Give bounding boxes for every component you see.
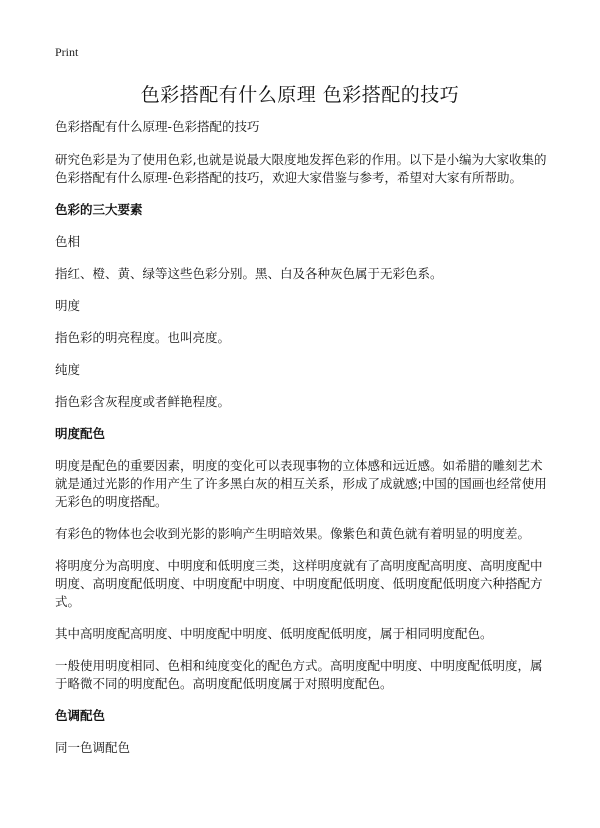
lightness-paragraph-1: 明度是配色的重要因素，明度的变化可以表现事物的立体感和远近感。如希腊的雕刻艺术就是通过光影的作用产生了许多黑白灰的相互关系，形成了成就感;中国的国画也经常使用无彩色的明度搭配。 <box>55 458 547 509</box>
section-heading-color-elements: 色彩的三大要素 <box>55 202 143 217</box>
lightness-paragraph-2: 有彩色的物体也会收到光影的影响产生明暗效果。像紫色和黄色就有着明显的明度差。 <box>55 526 531 541</box>
lightness-paragraph-3: 将明度分为高明度、中明度和低明度三类，这样明度就有了高明度配高明度、高明度配中明度、高明度配低明度、中明度配中明度、中明度配低明度、低明度配低明度六种搭配方式。 <box>55 558 543 609</box>
lightness-paragraph-4: 其中高明度配高明度、中明度配中明度、低明度配低明度，属于相同明度配色。 <box>55 626 493 641</box>
page-title: 色彩搭配有什么原理 色彩搭配的技巧 <box>140 84 460 106</box>
purity-description: 指色彩含灰程度或者鲜艳程度。 <box>55 394 231 409</box>
purity-term: 纯度 <box>55 362 81 377</box>
section-heading-lightness-matching: 明度配色 <box>55 426 106 441</box>
intro-paragraph: 研究色彩是为了使用色彩,也就是说最大限度地发挥色彩的作用。以下是小编为大家收集的色彩搭配有什么原理-色彩搭配的技巧，欢迎大家借鉴与参考，希望对大家有所帮助。 <box>55 152 547 185</box>
article-subtitle: 色彩搭配有什么原理-色彩搭配的技巧 <box>55 119 260 134</box>
lightness-paragraph-5: 一般使用明度相同、色相和纯度变化的配色方式。高明度配中明度、中明度配低明度，属于略微不同的明度配色。高明度配低明度属于对照明度配色。 <box>55 658 543 691</box>
lightness-description: 指色彩的明亮程度。也叫亮度。 <box>55 330 231 345</box>
hue-term: 色相 <box>55 234 81 249</box>
hue-description: 指红、橙、黄、绿等这些色彩分别。黑、白及各种灰色属于无彩色系。 <box>55 266 443 281</box>
section-heading-tone-matching: 色调配色 <box>55 708 106 723</box>
article-body <box>55 118 550 771</box>
print-link[interactable]: Print <box>55 45 79 59</box>
tone-paragraph-1: 同一色调配色 <box>55 740 131 755</box>
lightness-term: 明度 <box>55 298 81 313</box>
